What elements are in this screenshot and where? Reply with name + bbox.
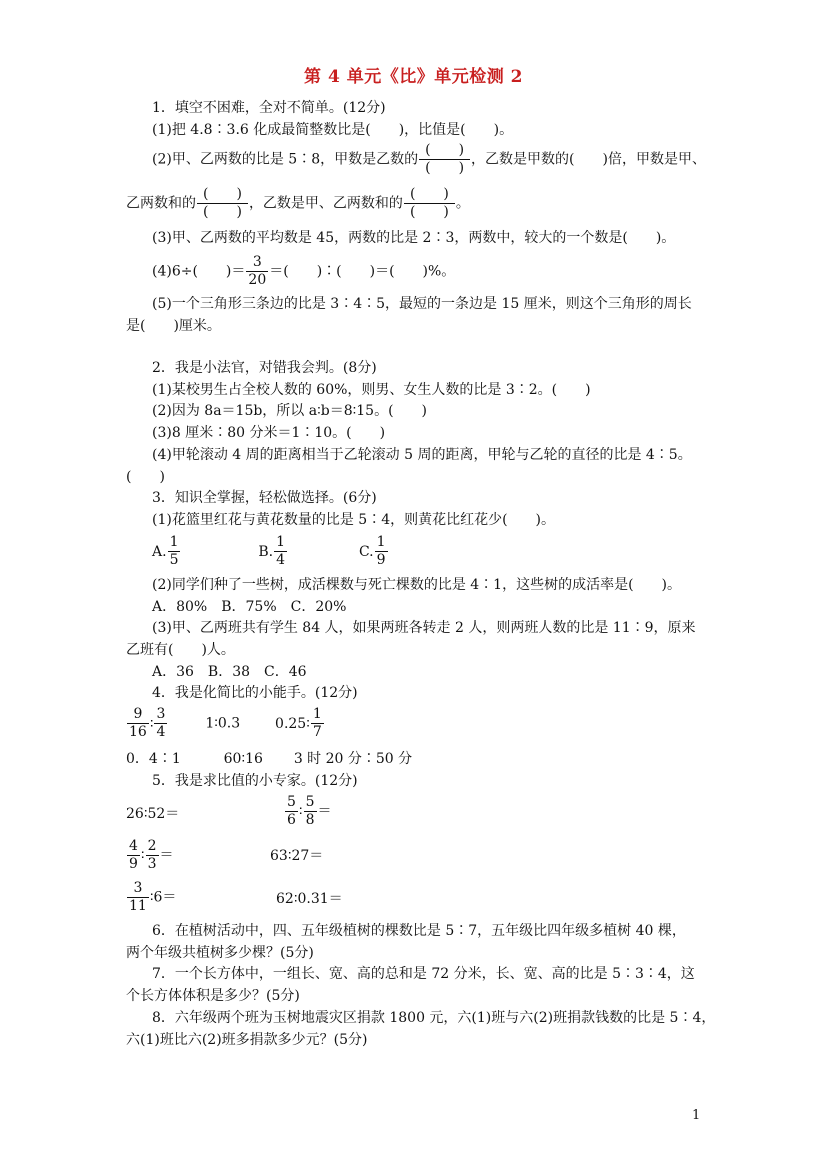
q1-item-2-line-2 [126,186,470,221]
q1-heading: 1．填空不困难，全对不简单。(12分) [152,100,386,116]
ratio-colon: ∶ [298,803,303,820]
page-title: 第 4 单元《比》单元检测 2 [304,67,523,87]
ratio-colon: ∶ [149,715,154,732]
fraction-numerator: 4 [129,838,138,854]
q3-item-1-options [152,534,389,569]
fraction-numerator: 1 [376,534,386,550]
q1-item-2-text-e: 。 [455,195,470,212]
fraction-denominator: 20 [248,272,267,288]
fraction-denominator: 6 [287,812,296,828]
q5-expr-5-text: ∶6＝ [149,889,177,906]
q4-expr-4: 0．4∶1 [126,751,181,767]
fraction-denominator: 4 [276,552,286,568]
q1-item-3: (3)甲、乙两数的平均数是 45，两数的比是 2∶3，两数中，较大的一个数是( )。 [152,230,676,246]
fraction [127,880,149,915]
q5-heading: 5．我是求比值的小专家。(12分) [152,773,358,789]
fraction-numerator: 3 [127,880,149,898]
fraction-numerator: 1 [169,534,179,550]
fraction [127,706,149,741]
fraction [154,706,167,741]
fraction [168,534,181,569]
q8-line-1: 8．六年级两个班为玉树地震灾区捐款 1800 元，六(1)班与六(2)班捐款钱数的比是 5∶4， [152,1010,716,1026]
option-label: C. [358,543,374,560]
fraction-denominator: 7 [312,724,322,740]
fraction-denominator: 5 [169,552,179,568]
fraction [311,706,324,741]
page-number: 1 [692,1108,701,1123]
q1-item-2-line-1 [152,142,706,177]
fraction [146,838,159,873]
fraction-numerator: 5 [287,794,296,810]
q3-item-3-options: A．36 B．38 C．46 [152,664,307,680]
option-label: A. [152,543,167,560]
q2-item-3: (3)8 厘米∶80 分米＝1∶10。( ) [152,425,386,441]
equals-sign: ＝ [159,847,174,864]
q1-item-5-line-1: (5)一个三角形三条边的比是 3∶4∶5，最短的一条边是 15 厘米，则这个三角形的周长 [152,296,692,312]
q3-heading: 3．知识全掌握，轻松做选择。(6分) [152,490,377,506]
q5-expr-3 [126,838,174,873]
fraction-denominator: 9 [376,552,386,568]
q7-line-1: 7．一个长方体中，一组长、宽、高的总和是 72 分米，长、宽、高的比是 5∶3∶4，这 [152,966,695,982]
q4-row-2 [126,749,412,769]
fraction-denominator: 8 [305,812,315,828]
fraction-numerator: 1 [276,534,286,550]
q4-expr-3 [275,706,325,740]
fraction-denominator: ( ) [425,160,465,176]
option-c [358,534,389,568]
fraction-numerator: 3 [156,706,166,722]
q1-item-2-text-d: ，乙数是甲、乙两数和的 [248,195,403,212]
q3-item-2-options: A．80% B．75% C．20% [152,599,347,615]
q2-heading: 2．我是小法官，对错我会判。(8分) [152,360,377,376]
fraction-denominator: 11 [129,898,147,914]
option-label: B. [258,543,274,560]
q4-expr-1 [126,706,168,740]
q4-expr-5: 60∶16 [223,751,263,767]
q5-expr-5 [126,880,176,915]
fraction [375,534,388,569]
fraction [304,794,317,829]
q5-expr-1: 26∶52＝ [126,806,180,822]
fraction-blank [419,142,470,177]
fraction [274,534,287,569]
q1-item-1: (1)把 4.8∶3.6 化成最简整数比是( )，比值是( )。 [152,122,514,138]
fraction [285,794,298,829]
q4-heading: 4．我是化简比的小能手。(12分) [152,685,358,701]
fraction-blank [197,186,248,221]
q1-item-2-text-b: ，乙数是甲数的( )倍，甲数是甲、 [471,151,706,168]
fraction-numerator: 9 [127,706,149,724]
fraction-denominator: ( ) [409,204,449,220]
q2-item-1: (1)某校男生占全校人数的 60%，则男、女生人数的比是 3∶2。( ) [152,382,591,398]
q1-item-4-text-a: (4)6÷( )＝ [152,263,246,280]
q2-item-4-line-1: (4)甲轮滚动 4 周的距离相当于乙轮滚动 5 周的距离，甲轮与乙轮的直径的比是 4∶5。 [152,447,692,463]
fraction-numerator: ( ) [197,186,248,204]
q3-item-3-line-1: (3)甲、乙两班共有学生 84 人，如果两班各转走 2 人，则两班人数的比是 11∶9，原来 [152,620,696,636]
q3-item-2: (2)同学们种了一些树，成活棵数与死亡棵数的比是 4∶1，这些树的成活率是( )。 [152,577,682,593]
q1-item-4 [152,254,455,289]
q5-expr-6: 62∶0.31＝ [276,891,343,907]
fraction-numerator: 1 [312,706,322,722]
q3-item-3-line-2: 乙班有( )人。 [126,642,235,658]
fraction-numerator: 5 [305,794,315,810]
q1-item-5-line-2: 是( )厘米。 [126,318,221,334]
fraction-numerator: ( ) [404,186,455,204]
ratio-colon: ∶ [140,847,145,864]
fraction-denominator: 16 [129,724,147,740]
fraction-denominator: 4 [156,724,166,740]
q4-row-1 [126,706,325,741]
option-b [258,534,288,568]
q4-expr-2: 1∶0.3 [205,715,241,732]
option-a [152,534,181,568]
fraction-denominator: 9 [129,856,138,872]
q3-item-1: (1)花篮里红花与黄花数量的比是 5∶4，则黄花比红花少( )。 [152,512,556,528]
q6-line-1: 6．在植树活动中，四、五年级植树的棵数比是 5∶7，五年级比四年级多植树 40 棵， [152,923,686,939]
q1-item-2-text-c: 乙两数和的 [126,195,196,212]
q4-expr-6: 3 时 20 分∶50 分 [293,751,413,767]
fraction-numerator: 2 [147,838,157,854]
q5-expr-2 [284,794,332,829]
q2-item-2: (2)因为 8a＝15b，所以 a∶b＝8∶15。( ) [152,403,428,419]
fraction [127,838,140,873]
q5-expr-4: 63∶27＝ [270,848,324,864]
q8-line-2: 六(1)班比六(2)班多捐款多少元？(5分) [126,1032,368,1048]
q1-item-2-text-a: (2)甲、乙两数的比是 5∶8，甲数是乙数的 [152,151,419,168]
q6-line-2: 两个年级共植树多少棵？(5分) [126,945,314,961]
q1-item-4-text-b: ＝( )∶( )＝( )%。 [269,263,456,280]
fraction-denominator: 3 [147,856,157,872]
fraction-numerator: ( ) [419,142,470,160]
fraction-numerator: 3 [246,254,268,272]
fraction-denominator: ( ) [203,204,242,220]
q2-item-4-line-2: ( ) [126,469,165,485]
q7-line-2: 个长方体体积是多少？(5分) [126,988,300,1004]
fraction-blank [404,186,455,221]
fraction [246,254,268,289]
q4-expr-3-text: 0.25∶ [275,715,310,732]
equals-sign: ＝ [317,803,332,820]
